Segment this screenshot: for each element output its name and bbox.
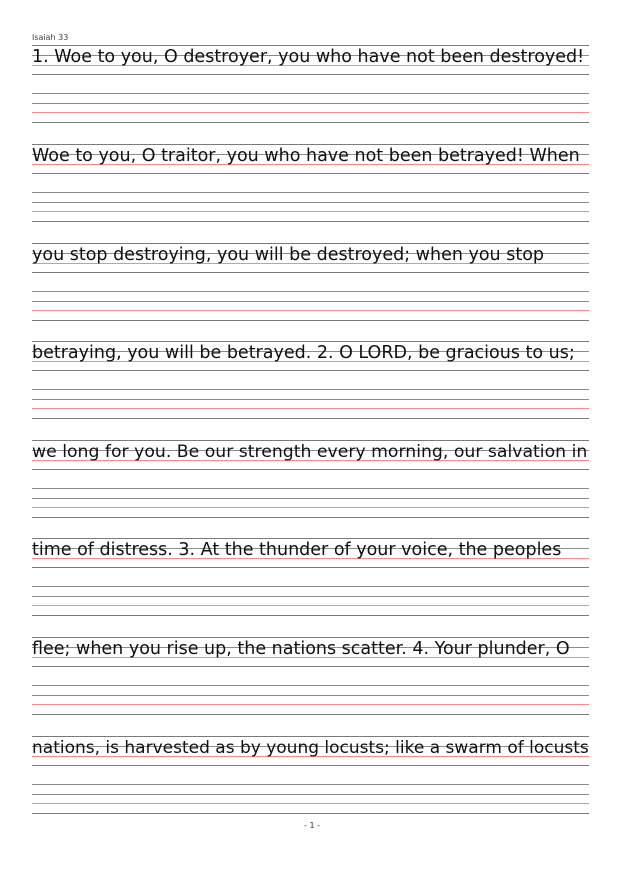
guide-rule <box>32 418 589 419</box>
guide-rule <box>32 596 589 597</box>
guide-rule <box>32 301 589 302</box>
practice-line-block <box>32 736 589 816</box>
midline-guide-rule <box>32 803 589 804</box>
page-number: - 1 - <box>304 821 320 830</box>
guide-rule <box>32 498 589 499</box>
guide-rule <box>32 637 589 638</box>
tracing-text-line: nations, is harvested as by young locusts; like a swarm of locusts <box>32 738 589 758</box>
guide-rule <box>32 389 589 390</box>
practice-line-block <box>32 144 589 224</box>
guide-rule <box>32 74 589 75</box>
midline-guide-rule <box>32 507 589 508</box>
tracing-text-line: you stop destroying, you will be destroyed; when you stop <box>32 245 545 265</box>
midline-guide-rule <box>32 310 589 311</box>
guide-rule <box>32 103 589 104</box>
guide-rule <box>32 615 589 616</box>
guide-rule <box>32 144 589 145</box>
guide-rule <box>32 586 589 587</box>
guide-rule <box>32 567 589 568</box>
guide-rule <box>32 93 589 94</box>
guide-rule <box>32 399 589 400</box>
guide-rule <box>32 192 589 193</box>
guide-rule <box>32 440 589 441</box>
guide-rule <box>32 765 589 766</box>
tracing-text-line: flee; when you rise up, the nations scatter. 4. Your plunder, O <box>32 639 570 659</box>
guide-rule <box>32 794 589 795</box>
guide-rule <box>32 517 589 518</box>
midline-guide-rule <box>32 704 589 705</box>
practice-line-block <box>32 440 589 520</box>
practice-line-block <box>32 637 589 717</box>
tracing-text-line: betraying, you will be betrayed. 2. O LORD, be gracious to us; <box>32 343 575 363</box>
guide-rule <box>32 122 589 123</box>
guide-rule <box>32 538 589 539</box>
page-header-title: Isaiah 33 <box>32 33 69 42</box>
midline-guide-rule <box>32 605 589 606</box>
guide-rule <box>32 784 589 785</box>
guide-rule <box>32 813 589 814</box>
guide-rule <box>32 341 589 342</box>
tracing-text-line: Woe to you, O traitor, you who have not been betrayed! When <box>32 146 580 166</box>
guide-rule <box>32 173 589 174</box>
practice-line-block <box>32 341 589 421</box>
guide-rule <box>32 45 589 46</box>
guide-rule <box>32 221 589 222</box>
guide-rule <box>32 666 589 667</box>
tracing-text-line: time of distress. 3. At the thunder of your voice, the peoples <box>32 540 562 560</box>
practice-line-block <box>32 538 589 618</box>
guide-rule <box>32 695 589 696</box>
midline-guide-rule <box>32 211 589 212</box>
guide-rule <box>32 714 589 715</box>
guide-rule <box>32 320 589 321</box>
guide-rule <box>32 488 589 489</box>
guide-rule <box>32 272 589 273</box>
midline-guide-rule <box>32 408 589 409</box>
midline-guide-rule <box>32 112 589 113</box>
guide-rule <box>32 736 589 737</box>
guide-rule <box>32 291 589 292</box>
guide-rule <box>32 202 589 203</box>
guide-rule <box>32 243 589 244</box>
guide-rule <box>32 370 589 371</box>
practice-line-block <box>32 45 589 125</box>
tracing-text-line: we long for you. Be our strength every morning, our salvation in <box>32 442 588 462</box>
guide-rule <box>32 685 589 686</box>
practice-line-block <box>32 243 589 323</box>
guide-rule <box>32 469 589 470</box>
tracing-text-line: 1. Woe to you, O destroyer, you who have not been destroyed! <box>32 47 585 67</box>
